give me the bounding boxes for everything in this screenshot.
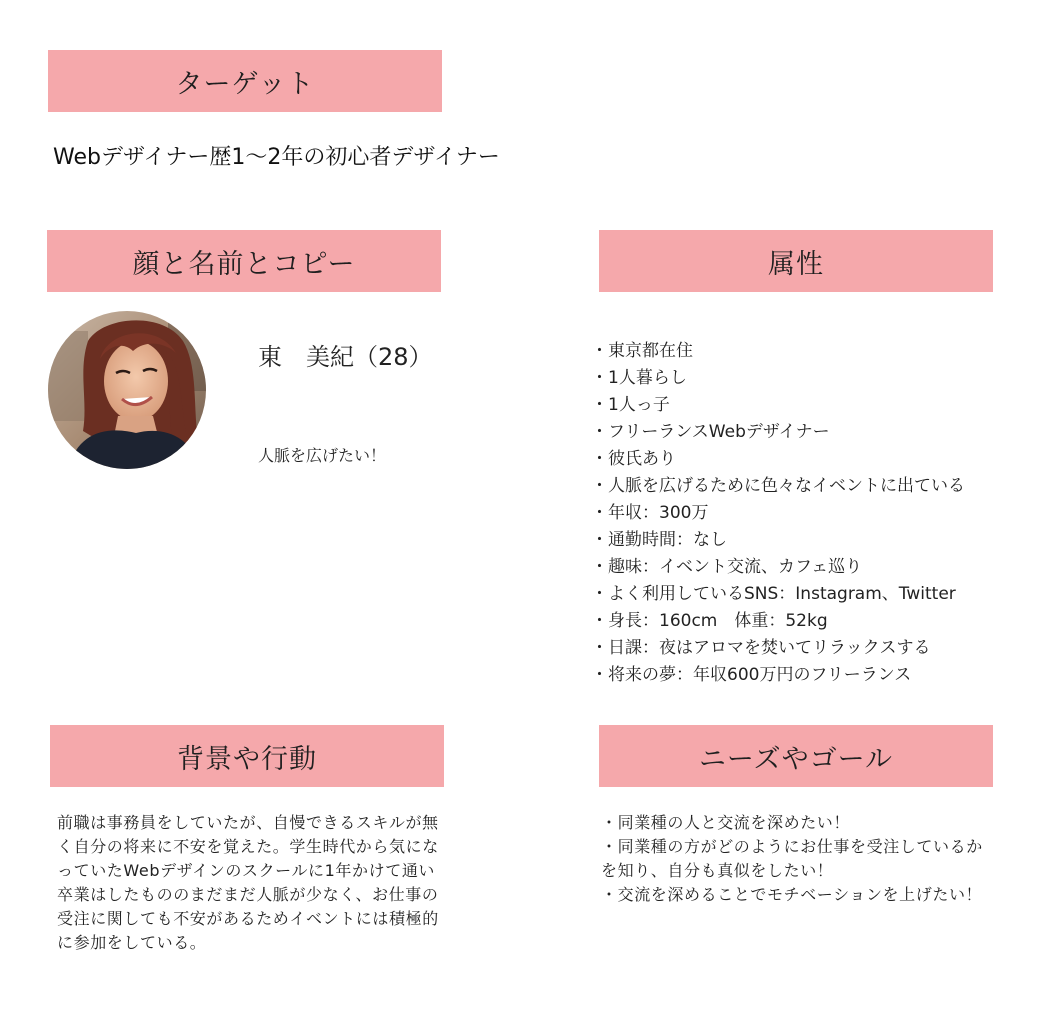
attributes-header (599, 230, 993, 292)
face-name-copy-header (47, 230, 441, 292)
attribute-item: ・東京都在住 (591, 341, 693, 361)
persona-name: 東 美紀（28） (258, 343, 433, 371)
target-header-label: ターゲット (175, 68, 315, 100)
background-header (50, 725, 444, 787)
target-description: Webデザイナー歴1～2年の初心者デザイナー (53, 145, 500, 170)
attributes-list (591, 338, 965, 689)
needs-item: ・同業種の方がどのようにお仕事を受注しているかを知り、自分も真似をしたい！ (601, 837, 983, 880)
needs-list (601, 811, 987, 907)
attribute-item: ・通勤時間：なし (591, 530, 727, 550)
attribute-item: ・フリーランスWebデザイナー (591, 422, 830, 442)
attribute-item: ・1人っ子 (591, 395, 670, 415)
face-name-copy-header-label: 顔と名前とコピー (132, 248, 356, 280)
attribute-item: ・よく利用しているSNS：Instagram、Twitter (591, 584, 956, 604)
attribute-item: ・年収：300万 (591, 503, 709, 523)
needs-item: ・交流を深めることでモチベーションを上げたい！ (601, 885, 983, 904)
attribute-item: ・彼氏あり (591, 449, 676, 469)
needs-header-label: ニーズやゴール (698, 743, 894, 775)
attributes-header-label: 属性 (768, 248, 824, 280)
persona-photo-illustration (48, 311, 206, 469)
persona-copy: 人脈を広げたい！ (258, 446, 387, 465)
background-text: 前職は事務員をしていたが、自慢できるスキルが無く自分の将来に不安を覚えた。学生時代から気になっていたWebデザインのスクールに1年かけて通い卒業はしたもののまだまだ人脈が少なく、お仕事の受注に関しても不安があるためイベントには積極的に参加をしている。 (57, 813, 439, 952)
needs-item: ・同業種の人と交流を深めたい！ (601, 813, 851, 832)
persona-avatar (48, 311, 206, 469)
attribute-item: ・日課：夜はアロマを焚いてリラックスする (591, 638, 931, 658)
attribute-item: ・身長：160cm 体重：52kg (591, 611, 828, 631)
needs-header (599, 725, 993, 787)
attribute-item: ・趣味：イベント交流、カフェ巡り (591, 557, 863, 577)
target-header (48, 50, 442, 112)
background-header-label: 背景や行動 (177, 743, 317, 775)
attribute-item: ・1人暮らし (591, 368, 687, 388)
attribute-item: ・将来の夢：年収600万円のフリーランス (591, 665, 912, 685)
attribute-item: ・人脈を広げるために色々なイベントに出ている (591, 476, 965, 496)
